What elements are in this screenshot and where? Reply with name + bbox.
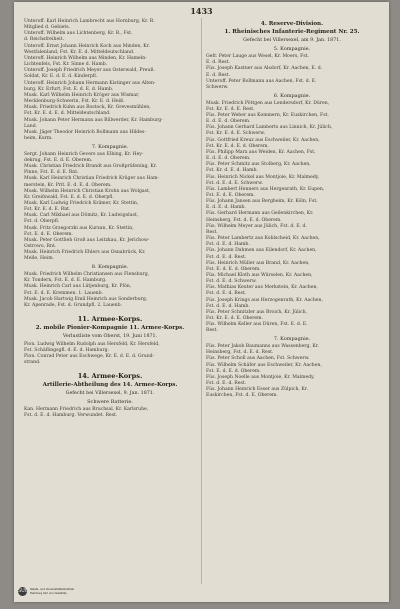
right-block-3 <box>206 344 378 399</box>
text-line: Fst. d. E. d. Rest. <box>206 291 247 297</box>
text-line: Füs. Wilhelm Keller aus Düren, Fst. E. d. E. <box>206 322 308 328</box>
text-line: Pinne, Fst. E. d. E. Rnt. <box>24 170 79 176</box>
text-line: heim, Kurm. <box>24 135 53 141</box>
corps-heading: 14. Armee-Korps. <box>77 371 143 380</box>
library-logo-icon: SUB <box>18 588 29 594</box>
text-line: Füs. Lambert Henners aus Hergenrath, Kr. Eupen, <box>206 186 325 192</box>
text-line: Musk. Johann Peter Hermann aus Billwerder, Kr. Hamburg- <box>24 117 163 123</box>
text-line: Füs. Johann Gerhard Lamberts aus Linnich, Kr. Jülich, <box>206 125 333 131</box>
text-line: Unteroff. Heinrich Wilhelm aus Minden, Kr. Hameln- <box>24 55 147 61</box>
text-line: Unteroff. Karl Heinrich Lambrecht aus Hornburg, Kr. R. <box>24 19 155 24</box>
text-line: Lichtenfels, Fst. Kr. Sinne d. Hamb. <box>24 62 108 68</box>
text-line: Füs. Joseph Noelle aus Montjoie, Kr. Malmedy, <box>206 374 315 380</box>
left-block-1 <box>24 19 196 142</box>
section-heading: 5. Kompagnie. <box>273 46 311 53</box>
text-line: Musk. Friedrich Pöttgen aus Lendersdorf, Kr. Düren, <box>206 100 330 106</box>
text-line: Füs. Philipp Marx aus Weiden, Kr. Aachen, Fst. <box>206 149 316 155</box>
text-line: Fst. Kr. E. d. E. d. Mitteldeutschland. <box>24 111 111 117</box>
right-column <box>206 19 378 400</box>
text-line: Fst. Schäflingsgfl. d. E. d. Hamburg. <box>24 347 110 353</box>
section-heading: Schwere Batterie. <box>87 398 133 405</box>
text-line: E. d. E. d. Hamb. <box>206 205 246 211</box>
text-line: Füs. Peter Lambertz aus Kohlscheid, Kr. Aachen, <box>206 236 320 242</box>
text-line: Füs. Johann Dahmen aus Eilendorf, Kr. Aachen, <box>206 248 317 254</box>
text-line: Füs. Gottfried Kreuz aus Eschweiler, Kr. Aachen, <box>206 137 320 143</box>
text-line: Sergt. Johann Heinrich Gevers aus Elbing, Kr. Hey- <box>24 151 144 157</box>
text-line: Unteroff. Peter Bollmann aus Aachen, Fst. d. E. <box>206 78 317 84</box>
text-line: Ostrowo, Rnt. <box>24 244 57 250</box>
text-line: Füs. Joseph Kastner aus Alsdorf, Kr. Aachen, E. d. <box>206 66 323 72</box>
text-line: Musk. Jäger Theodor Heinrich Bollmann aus Hildes- <box>24 129 146 135</box>
text-line: Mecklenburg-Schwerin, Fst. Kr. E. d. Heiß. <box>24 99 125 105</box>
right-block-1 <box>206 54 378 91</box>
text-line: Schwerw. <box>206 84 229 90</box>
text-line: Füs. Johann Jansen aus Bergheim, Kr. Köln, Fst. <box>206 199 318 205</box>
date-line: Gefecht bei Villersexel, 9. Jan. 1871. <box>65 391 155 397</box>
text-line: Füs. Heinrich Nickel aus Montjoie, Kr. Malmedy, <box>206 174 320 180</box>
text-line: Fst. d. Oberpfl. <box>24 219 60 225</box>
left-block-5 <box>24 407 196 419</box>
left-block-4 <box>24 342 196 367</box>
text-line: Fst. d. E. d. Hamb. <box>206 303 250 309</box>
text-line: Fst. Kr. E. d. E. d. Oberem. <box>206 143 269 149</box>
text-line: Füs. Johann Heinrich Esser aus Zülpich, Kr. <box>206 387 308 393</box>
text-line: Fst. E. d. E. d. Oberem. <box>206 368 261 374</box>
library-name-line-1: Staats- und Universitätsbibliothek <box>30 588 75 592</box>
text-line: Füs. Michael Kloth aus Würselen, Kr. Aachen, <box>206 273 313 279</box>
text-line: Füs. Gerhard Hermann aus Geilenkirchen, Kr. <box>206 211 314 217</box>
text-line: merstein, Kr. Prit. E. d. E. d. Oberem. <box>24 182 112 188</box>
document-page <box>14 2 389 602</box>
text-line: Fst. E. d. E. Kremmen. 1. Lauenb. <box>24 290 104 296</box>
date-line: Gefecht bei Villersexel, am 9. Jan. 1871. <box>243 38 341 44</box>
text-line: Pion. Conrad Peter aus Eschwege, Kr. E. d. E. d. Grund- <box>24 353 155 359</box>
column-divider <box>201 18 202 584</box>
library-name-line-2: Hamburg Carl von Ossietzky <box>30 591 67 595</box>
text-line: burg, Kr. Erfurt, Fst. E. d. E. d. Hamb. <box>24 86 114 92</box>
text-line: Unteroff. Heinrich Johann Hermann Kistinger aus Alten- <box>24 80 156 86</box>
text-line: Westfalenland, Fst. Kr. E. d. Mitteldeutschland. <box>24 49 135 55</box>
text-line: Fst. E. d. E. Oberem. <box>206 192 255 198</box>
text-line: Heinsberg, Fst. d. E. d. Oberem. <box>206 217 282 223</box>
text-line: Unteroff. Ernst Johann Heinrich Koch aus Minden, Kr. <box>24 43 150 49</box>
text-line: Musk. Heinrich Carl aus Lütjenburg, Kr. Plön, <box>24 284 132 290</box>
text-line: Euskirchen, Fst. d. E. Oberem. <box>206 393 278 399</box>
text-line: Unteroff. Wilhelm aus Lichtenberg, Kr. R., Fst. <box>24 31 133 37</box>
text-line: Kan. Hermann Friedrich aus Bruchsal, Kr. Karlsruhe, <box>24 407 149 412</box>
left-column <box>24 19 196 419</box>
text-line: Fst. d. E. d. Hamburg. Verwundet. Rest. <box>24 413 118 419</box>
text-line: Fst. Kr. E. d. E. Oberem. <box>206 316 263 322</box>
text-line: Musk. Peter Gottlieb Groß aus Leitzkau, Kr. Jerichow- <box>24 237 150 243</box>
text-line: dekrug, Fst. E. d. E. Oberem. <box>24 157 93 163</box>
text-line: Melle, Heim. <box>24 256 55 262</box>
text-line: Füs. Joseph Krings aus Herzogenrath, Kr. Aachen, <box>206 297 323 303</box>
corps-heading: 11. Armee-Korps. <box>77 314 143 323</box>
text-line: Fst. Kr. E. d. E. Schwerw. <box>206 131 266 137</box>
text-line: Unteroff. Joseph Friedrich Meyer aus Osterwald, Preuß. <box>24 68 155 74</box>
text-line: Fst. Kr. d. E. d. Hamb. <box>206 168 258 174</box>
text-line: Fst. Kr. E. d. E. Rest. <box>206 106 255 112</box>
text-line: E. d. Rest. <box>206 60 230 66</box>
text-line: Kr. Greifswald, Fst. E. d. E. d. Oberpfl. <box>24 194 114 200</box>
section-heading: 7. Kompagnie. <box>91 143 129 150</box>
section-heading: 7. Kompagnie. <box>273 336 311 343</box>
text-line: Kr. Tondern, Fst. E. d. E. Hamburg. <box>24 278 107 284</box>
text-line: Musk. Carl Mikhael aus Dömitz, Kr. Ludwigslust, <box>24 213 139 219</box>
text-line: Fst. d. E. d. Rest. <box>206 254 247 260</box>
text-line: Fst. d. E. d. Rest. <box>206 381 247 387</box>
text-line: Musk. Heinrich Friedrich Ehlers aus Osnabrück, Kr. <box>24 250 146 256</box>
text-line: Füs. Peter Schmitz aus Stolberg, Kr. Aachen, <box>206 162 311 168</box>
text-line: Pion. Ludwig Wilhelm Rudolph aus Hersfeld, Kr. Hersfeld, <box>24 341 160 347</box>
text-line: Füs. Peter Schnitzler aus Broich, Kr. Jülich, <box>206 309 308 315</box>
text-line: Musk. Friedrich Wilhelm Christiansen aus Flensburg, <box>24 272 150 278</box>
left-block-3 <box>24 272 196 309</box>
right-block-2 <box>206 101 378 335</box>
text-line: Musk. Christian Friedrich Brandt aus Großprüfening, Kr. <box>24 164 157 170</box>
text-line: Musk. Karl Ludwig Friedrich Krämer, Kr. Stettin, <box>24 200 139 206</box>
text-line: Musk. Karl Wilhelm Heinrich Kröger aus Wismar, <box>24 92 140 98</box>
text-line: E. d. E. d. Oberem. <box>206 156 251 162</box>
text-line: E. d. Rest. <box>206 72 230 78</box>
unit-heading: 2. mobile Pionier-Kompagnie 11. Armee-Korps. <box>35 325 185 332</box>
text-line: Fst. d. E. d. Schwerw. <box>206 279 257 285</box>
library-footer <box>18 587 74 596</box>
text-line: Musk. Karl Heinrich Christian Friedrich Krüger aus Ham- <box>24 176 160 182</box>
text-line: strand. <box>24 360 41 366</box>
text-line: Fst. E. d. E. d. Oberem. <box>206 266 261 272</box>
text-line: d. Reichsfreiheit. <box>24 37 64 43</box>
text-line: Füs. Wilhelm Meyer aus Jülich, Fst. d. E. d. <box>206 223 307 229</box>
text-line: Gefr. Peter Lauge aus Wesel, Kr. Moers, Fst. <box>206 54 309 60</box>
text-line: Musk. Fritz Grzegorzki aus Kurzan, Kr. Stettin, <box>24 225 134 231</box>
text-line: Heinsberg, Fst. d. E. d. Rest. <box>206 350 274 356</box>
text-line: Fst. Kr. E. d. E. Rnt. <box>24 207 71 213</box>
text-line: Fst. d. E. d. Hamb. <box>206 242 250 248</box>
division-heading: 4. Reserve-Division. <box>260 20 324 27</box>
page-number: 1433 <box>190 6 213 16</box>
text-line: Füs. Mathias Keuter aus Merkstein, Kr. Aachen, <box>206 285 318 291</box>
text-line: Füs. Peter Jakob Baumanns aus Wassenberg, Kr. <box>206 344 319 350</box>
text-line: Füs. Peter Scholl aus Aachen, Fst. Schwerw. <box>206 356 310 362</box>
text-line: Füs. Peter Weber aus Kommern, Kr. Euskirchen, Fst. <box>206 112 329 118</box>
text-line: Musk. Wilhelm Heinrich Christian Krohn aus Wolgast, <box>24 188 151 194</box>
section-heading: 6. Kompagnie. <box>273 92 311 99</box>
text-line: Kr. Apenrade, Fst. d. Grundpfl. 2. Lauenb. <box>24 302 122 308</box>
unit-heading: Artillerie-Abtheilung des 14. Armee-Korps. <box>42 382 178 389</box>
text-line: E. d. E. d. Oberem. <box>206 119 251 125</box>
section-heading: 8. Kompagnie. <box>91 264 129 271</box>
text-line: Musk. Jacob Hartwig Emil Heinrich aus Sonderburg, <box>24 296 148 302</box>
text-line: Soldat, Kr. E. d. E. d. Kinderpfl. <box>24 74 98 80</box>
text-line: Musk. Friedrich Kuhn aus Rostock, Kr. Grevesmühlen, <box>24 105 151 111</box>
text-line: Rest. <box>206 229 218 235</box>
text-line: Land. <box>24 123 38 129</box>
text-line: Fst. d. E. d. E. Schwerw. <box>206 180 263 186</box>
regiment-heading: 1. Rheinisches Infanterie-Regiment Nr. 25. <box>224 29 360 36</box>
text-line: Füs. Heinrich Müller aus Brand, Kr. Aachen, <box>206 260 310 266</box>
text-line: Füs. Wilhelm Schäfer aus Eschweiler, Kr. Aachen, <box>206 362 322 368</box>
text-line: Rest. <box>206 328 218 334</box>
text-line: Fst. E. d. E. Oberem. <box>24 231 73 237</box>
library-name <box>30 588 74 594</box>
left-block-2 <box>24 152 196 263</box>
date-line: Verlustliste vom Oberst, 19. Juni 1871. <box>62 333 158 339</box>
text-line: Mitglied d. Gebiets. <box>24 25 71 31</box>
